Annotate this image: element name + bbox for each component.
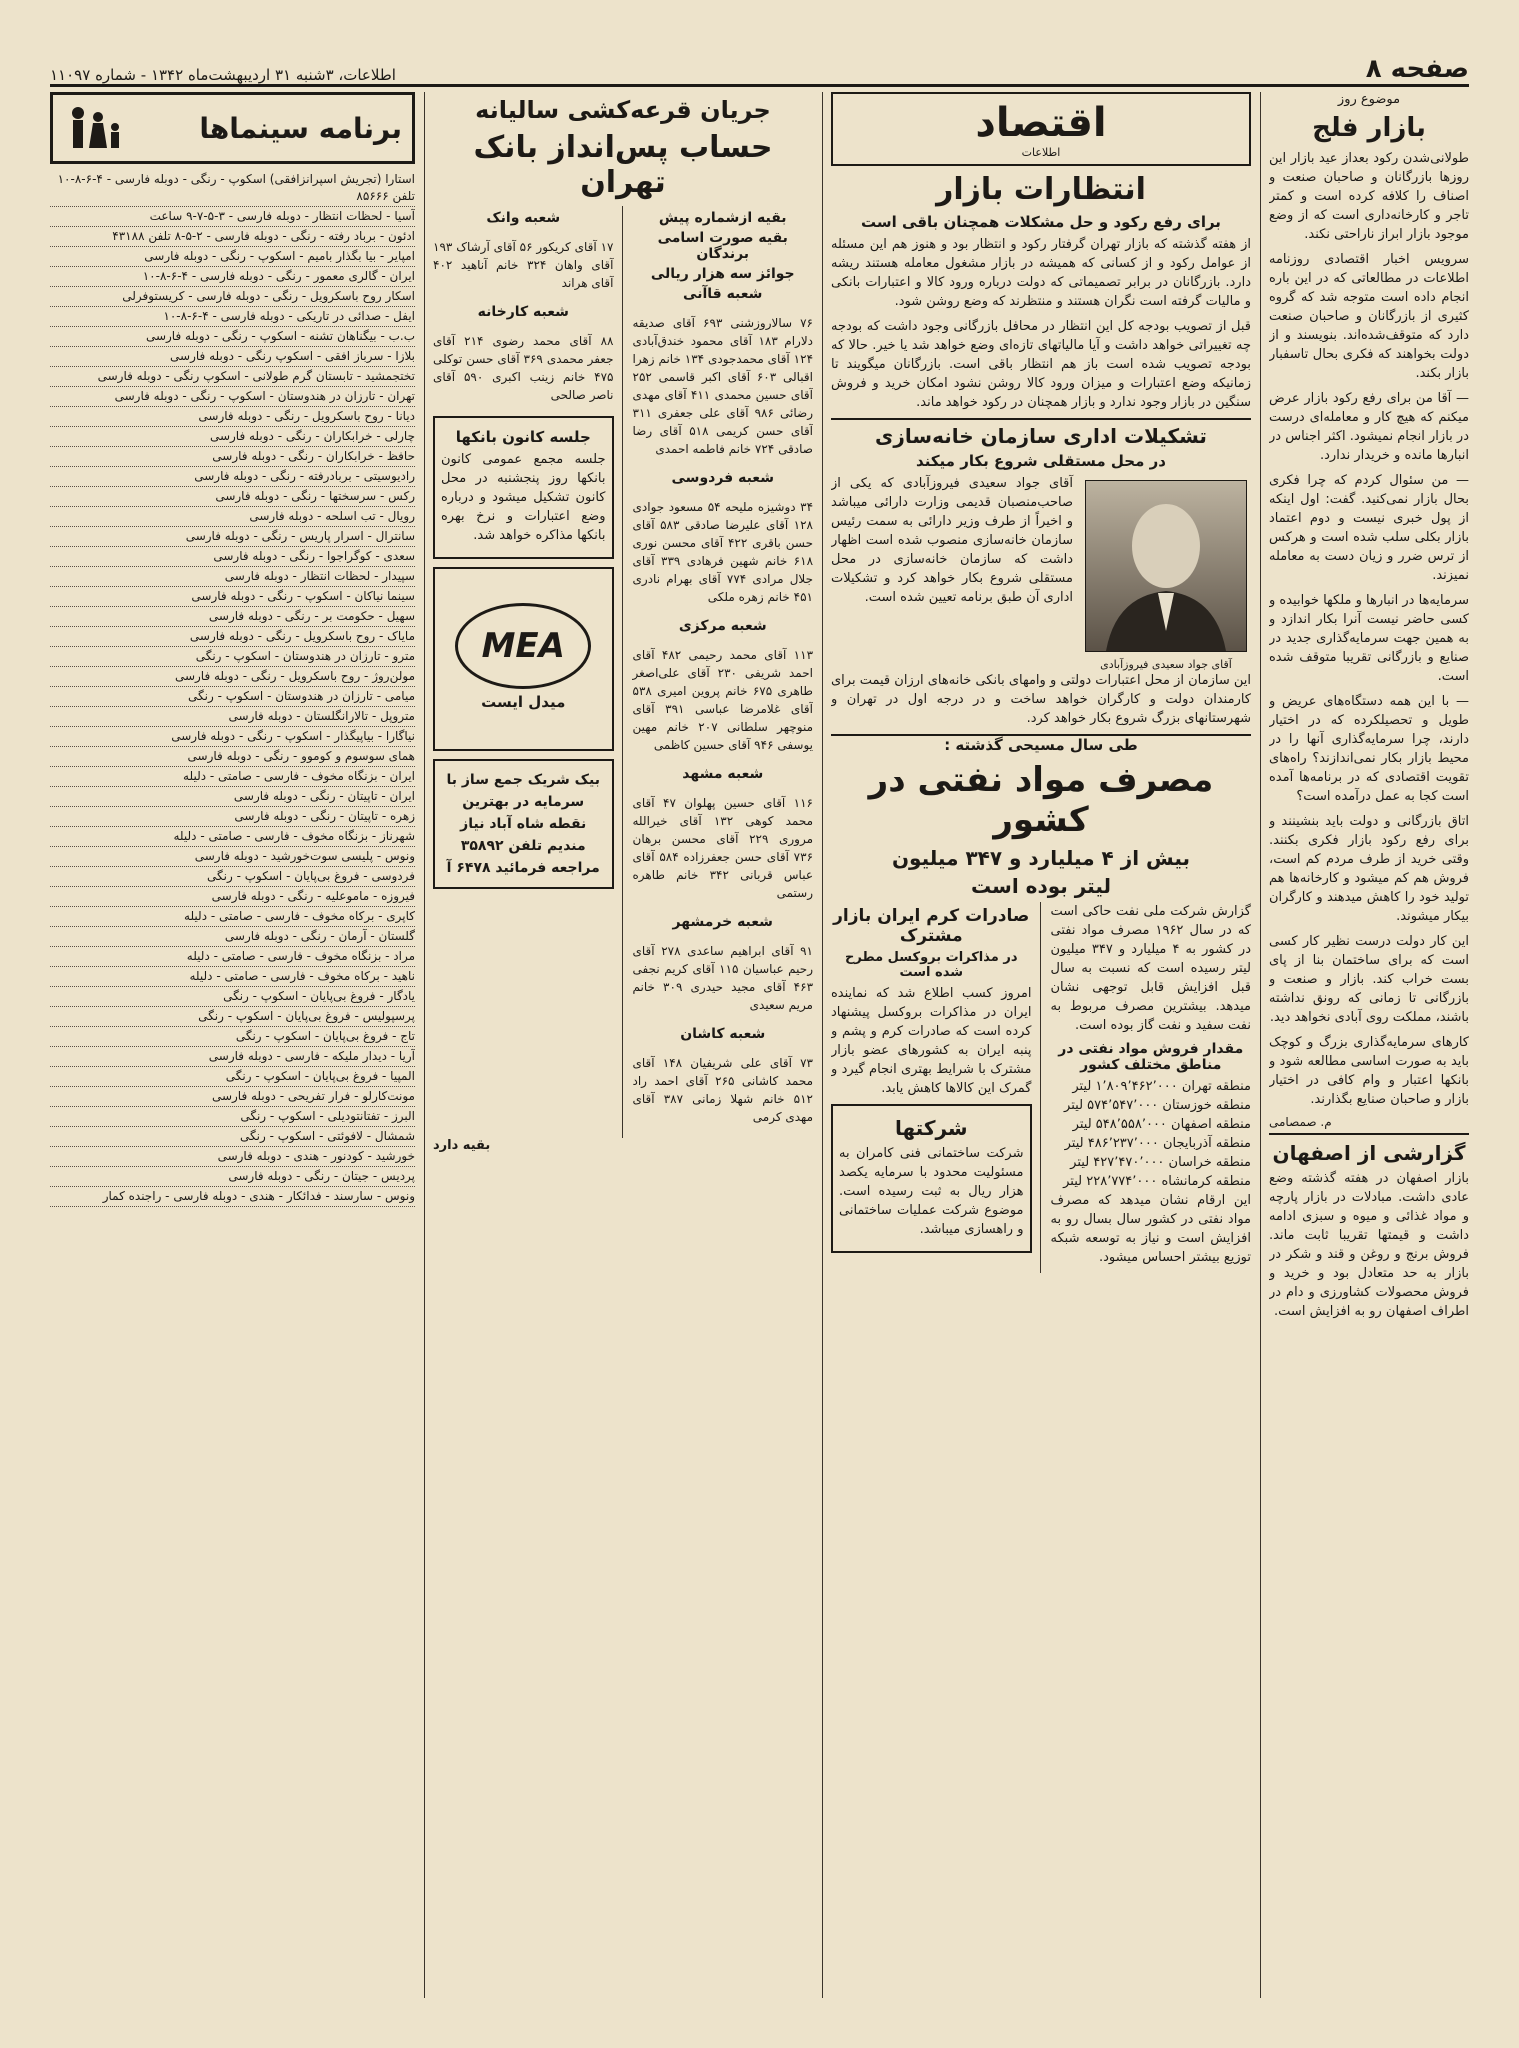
cinema-listing: متروپل - تالارانگلستان - دوبله فارسی: [50, 707, 415, 727]
cinema-listing: شمشال - لافوئتی - اسکوپ - رنگی: [50, 1127, 415, 1147]
editorial-title: بازار فلج: [1312, 113, 1426, 143]
branch-list: ۳۴ دوشیزه ملیحه ۵۴ مسعود جوادی ۱۲۸ آقای علیرضا صادقی ۵۸۳ آقای حسن باقری ۴۲۲ آقای محسن نوری ۶۱۸ خانم شهین فرهادی ۳۳۹ آقای جلال مرادی ۷۷۴ آقای بهرام نادری ۴۵۱ خانم زهره ملکی: [632, 500, 813, 604]
cinema-listing: ایران - گالری معمور - رنگی - دوبله فارسی - ۴-۶-۸-۱۰: [50, 267, 415, 287]
cinema-listing: ب.ب - بیگناهان تشنه - اسکوپ - رنگی - دوبله فارسی: [50, 327, 415, 347]
branch-list: ۱۱۳ آقای محمد رحیمی ۴۸۲ آقای احمد شریفی ۲۳۰ آقای علی‌اصغر طاهری ۶۷۵ خانم پروین امیری ۵۳۸ آقای غلامرضا عباسی ۳۹۱ آقای منوچهر سلطانی ۲۰۷ خانم مهین یوسفی ۹۴۶ آقای حسین کاظمی: [632, 648, 813, 752]
oil-table-row: منطقه خوزستان ۵۷۴٬۵۴۷٬۰۰۰ لیتر: [1064, 1098, 1251, 1113]
cinema-listing: آسیا - لحظات انتظار - دوبله فارسی - ۳-۵-۷-۹ ساعت: [50, 207, 415, 227]
cinema-listing: یادگار - فروغ بی‌پایان - اسکوپ - رنگی: [50, 987, 415, 1007]
branch-title: شعبه فردوسی: [671, 470, 774, 486]
branch-title: شعبه کارخانه: [477, 304, 569, 320]
cinema-listing: ادئون - برباد رفته - رنگی - دوبله فارسی - ۲-۵-۸ تلفن ۴۳۱۸۸: [50, 227, 415, 247]
economics-masthead-title: اقتصاد: [975, 99, 1107, 146]
housing-subheadline: در محل مستقلی شروع بکار میکند: [916, 452, 1166, 470]
branch-title: شعبه مرکزی: [678, 618, 767, 634]
cinema-listing: ایفل - صدائی در تاریکی - دوبله فارسی - ۴-۶-۸-۱۰: [50, 307, 415, 327]
cinema-list: [50, 170, 415, 1207]
editorial-paragraph: سرمایه‌ها در انبارها و ملکها خوابیده و کسی حاضر نیست آنرا بکار اندازد و به همین جهت سرمایه‌گذاری جدید در صنایع و بازرگانی تقریبا متوقف شده است.: [1269, 593, 1469, 684]
family-figures-icon: [63, 103, 123, 153]
cinema-listing: ایران - بزنگاه مخوف - فارسی - صامتی - دلیله: [50, 767, 415, 787]
editorial-paragraph: — با این همه دستگاه‌های عریض و طویل و تحصیلکرده که در اختیار دارند، چرا سرمایه‌گذاری آنها را در محیط بازار بکار نمی‌اندازند؟ راه‌های تقویت اقتصادی که در برنامه‌ها آمده است کجا به عمل درآمده است؟: [1269, 694, 1469, 804]
branch-title: شعبه وانک: [486, 210, 561, 226]
airline-logo: MEA: [455, 603, 591, 689]
cinema-listing: پرسپولیس - فروغ بی‌پایان - اسکوپ - رنگی: [50, 1007, 415, 1027]
cinema-listing: مایاک - روح باسکرویل - رنگی - دوبله فارسی: [50, 627, 415, 647]
oil-text: گزارش شرکت ملی نفت حاکی است که در سال ۱۹۶۲ مصرف مواد نفتی در کشور به ۴ میلیارد و ۳۴۷ میلیون لیتر رسیده است که نسبت به سال قبل افزایش قابل توجهی نشان میدهد. بیشترین مصرف مربوط به نفت سفید و نفت گاز بوده است.: [1050, 904, 1251, 1033]
meeting-text: جلسه مجمع عمومی کانون بانکها روز پنجشنبه در محل کانون تشکیل میشود و درباره وضع اعتبارات و نرخ بهره بانکها مذاکره خواهد شد.: [441, 452, 606, 543]
branch-title: شعبه مشهد: [682, 766, 764, 782]
cinema-listing: رویال - تب اسلحه - دوبله فارسی: [50, 507, 415, 527]
column-editorial: [1269, 92, 1469, 1998]
editorial-paragraph: — من سئوال کردم که چرا فکری بحال بازار نمی‌کنید. گفت: اول اینکه از پول خبری نیست و دوم اعتماد بازار بکلی سلب شده است و هرکس از ترس ضرر و زیان دست به معامله نمیزند.: [1269, 473, 1469, 583]
isfahan-report-text: بازار اصفهان در هفته گذشته وضع عادی داشت. مبادلات در بازار پارچه و مواد غذائی و میوه و سبزی ادامه داشت و قیمتها تقریبا ثابت ماند. فروش برنج و روغن و قند و شکر در بازار به حد متعادل بود و خرید و فروش محصولات کشاورزی و دام در اطراف اصفهان رو به افزایش است.: [1269, 1171, 1469, 1319]
meeting-box: [433, 416, 614, 559]
topic-label: موضوع روز: [1337, 92, 1401, 107]
cinema-listing: ونوس - سارسند - فدائکار - هندی - دوبله فارسی - راجنده کمار: [50, 1187, 415, 1207]
cinema-listing: فیروزه - ماموعلیه - رنگی - دوبله فارسی: [50, 887, 415, 907]
continued-note: بقیه دارد: [433, 1138, 491, 1153]
cinema-header: [50, 92, 415, 164]
cinema-listing: حافظ - خرابکاران - رنگی - دوبله فارسی: [50, 447, 415, 467]
cinema-listing: دیانا - روح باسکرویل - رنگی - دوبله فارسی: [50, 407, 415, 427]
portrait-caption: آقای جواد سعیدی فیروزآبادی: [1100, 658, 1232, 671]
portrait-figure-icon: [1086, 481, 1246, 651]
housing-text: آقای جواد سعیدی فیروزآبادی که یکی از صاحب‌منصبان قدیمی وزارت دارائی میباشد و اخیراً از طرف وزیر دارائی به سمت رئیس سازمان خانه‌سازی منصوب شده است اظهار داشت که سازمان خانه‌سازی در محل مستقلی شروع بکار خواهد کرد و تشکیلات اداری آن طبق برنامه تعیین شده است.: [831, 476, 1073, 605]
cinema-listing: سانترال - اسرار پاریس - رنگی - دوبله فارسی: [50, 527, 415, 547]
cinema-listing: ایران - تاپیتان - رنگی - دوبله فارسی: [50, 787, 415, 807]
economics-masthead: [831, 92, 1251, 166]
cinema-listing: رکس - سرسختها - رنگی - دوبله فارسی: [50, 487, 415, 507]
column-rule: [822, 92, 823, 1998]
market-headline: انتظارات بازار: [936, 172, 1146, 207]
cinema-listing: امپایر - بیا بگذار بامیم - اسکوپ - رنگی - دوبله فارسی: [50, 247, 415, 267]
airline-logo-sub: میدل ایست: [481, 693, 566, 711]
market-lead: از هفته گذشته که بازار تهران گرفتار رکود و انتظار بود و هنوز هم این مسئله از عوامل رکود و از کسانی که همیشه در بازار مشغول معامله هستند ریشه دارد. بازرگانان در برابر تصمیماتی که دولت درباره ورود کالا و اعتبارات بانکی و مالیات گرفته است نگران هستند و منتظرند که وضع روشن شود.: [831, 237, 1251, 309]
lottery-headline: حساب پس‌انداز بانک تهران: [473, 130, 773, 200]
oil-subheadline-1: بیش از ۴ میلیارد و ۳۴۷ میلیون: [891, 846, 1191, 870]
cinema-title: برنامه سینماها: [199, 111, 402, 145]
cinema-listing: چارلی - خرابکاران - رنگی - دوبله فارسی: [50, 427, 415, 447]
oil-table-row: منطقه خراسان ۴۲۷٬۴۷۰٬۰۰۰ لیتر: [1070, 1155, 1251, 1170]
oil-text-2: این ارقام نشان میدهد که مصرف مواد نفتی در کشور سال بسال رو به افزایش است و نیاز به توسعه شبکه توزیع بیشتر احساس میشود.: [1050, 1193, 1251, 1265]
cinema-listing: شهرناز - بزنگاه مخوف - فارسی - صامتی - دلیله: [50, 827, 415, 847]
export-headline: صادرات کرم ایران بازار مشترک: [833, 906, 1030, 946]
lottery-sub2: بقیه صورت اسامی برندگان: [657, 230, 788, 262]
classified-ad: بیک شریک جمع ساز با سرمایه در بهترین نقطه شاه آباد نیاز مندیم تلفن ۳۵۸۹۲ مراجعه فرمائید ۶۴۷۸ آ: [433, 759, 614, 889]
cinema-listing: سپیدار - لحظات انتظار - دوبله فارسی: [50, 567, 415, 587]
oil-headline: مصرف مواد نفتی در کشور: [868, 760, 1214, 840]
cinema-listing: مونت‌کارلو - فرار تفریحی - دوبله فارسی: [50, 1087, 415, 1107]
oil-kicker: طی سال مسیحی گذشته :: [944, 736, 1138, 754]
market-body: قبل از تصویب بودجه کل این انتظار در محافل بازرگانی وجود داشت که بودجه چه تغییراتی خواهد داشت و آیا مالیاتهای تازه‌ای وضع خواهد شد یا خیر. حالا که بودجه تصویب شده است باز هم انتظار باقی است. بازرگانان میگویند تا زمانیکه وضع اعتبارات و میزان ورود کالا روشن نشود امکان خرید و فروش سنگین در بازار وجود ندارد و بازار همچنان در رکود خواهد ماند.: [831, 319, 1251, 410]
editorial-paragraph: این کار دولت درست نظیر کار کسی است که برای ساختمان بنا از پای بست خراب کند. بازار و صنعت و بازرگانی تا زمانی که رونق نداشته باشند، مملکت روی آبادی نخواهد دید.: [1269, 934, 1469, 1025]
cinema-listing: سینما نیاکان - اسکوپ - رنگی - دوبله فارسی: [50, 587, 415, 607]
editorial-paragraph: کارهای سرمایه‌گذاری بزرگ و کوچک باید به صورت اساسی مطالعه شود و بانکها اعتبار و وام کافی در اختیار بازار و صاحبان صنایع بگذارند.: [1269, 1035, 1469, 1107]
lottery-sub3: جوائز سه هزار ریالی: [650, 266, 795, 282]
column-rule: [424, 92, 425, 1998]
cinema-listing: ناهید - برکاه مخوف - فارسی - صامتی - دلیله: [50, 967, 415, 987]
cinema-listing: تاج - فروغ بی‌پایان - اسکوپ - رنگی: [50, 1027, 415, 1047]
cinema-listing: گلستان - آرمان - رنگی - دوبله فارسی: [50, 927, 415, 947]
cinema-listing: تهران - تارزان در هندوستان - اسکوپ - رنگی - دوبله فارسی: [50, 387, 415, 407]
market-subheadline: برای رفع رکود و حل مشکلات همچنان باقی است: [861, 213, 1221, 231]
cinema-listing: مترو - تارزان در هندوستان - اسکوپ - رنگی: [50, 647, 415, 667]
companies-box: [831, 1104, 1032, 1253]
cinema-listing: تختجمشید - تابستان گرم طولانی - اسکوپ رنگی - دوبله فارسی: [50, 367, 415, 387]
isfahan-report-title: گزارشی از اصفهان: [1269, 1133, 1469, 1165]
cinema-listing: استارا (تجریش اسپرانزافقی) اسکوپ - رنگی - دوبله فارسی - ۴-۶-۸-۱۰ تلفن ۸۵۶۶۶: [50, 170, 415, 207]
cinema-listing: مولن‌روژ - روح باسکرویل - رنگی - دوبله فارسی: [50, 667, 415, 687]
branch-list: ۱۷ آقای کریکور ۵۶ آقای آرشاک ۱۹۳ آقای واهان ۳۲۴ خانم آناهید ۴۰۲ آقای هراند: [433, 240, 614, 290]
cinema-listing: بلازا - سرباز افقی - اسکوپ رنگی - دوبله فارسی: [50, 347, 415, 367]
branch-title: شعبه خرمشهر: [672, 914, 773, 930]
page-header: [50, 50, 1469, 87]
cinema-listing: همای سوسوم و کوموو - رنگی - دوبله فارسی: [50, 747, 415, 767]
editorial-paragraph: سرویس اخبار اقتصادی روزنامه اطلاعات در مطالعاتی که در این باره انجام داده است متوجه شد که گروه کثیری از بازرگانان و صاحبان صنعت دارد که متوقف‌شده‌اند. بنویسند و از دولت بخواهند که فکری بحال تاسفبار بازار بکند.: [1269, 252, 1469, 381]
cinema-listing: البرز - تفتانتودیلی - اسکوپ - رنگی: [50, 1107, 415, 1127]
column-cinema: [50, 92, 415, 1998]
branch-title: شعبه قاآنی: [683, 286, 763, 302]
branch-list: ۷۶ سالاروزشنی ۶۹۳ آقای صدیقه دلارام ۱۸۳ آقای محمود خندق‌آبادی ۱۲۴ آقای محمدجودی ۱۳۴ خانم زهرا اقبالی ۶۰۳ آقای اکبر قاسمی ۲۵۲ آقای حسین محمدی ۴۱۱ آقای مهدی رضائی ۹۸۶ آقای علی جعفری ۳۱۱ آقای حسن کریمی ۵۱۸ آقای رضا صادقی ۷۲۴ خانم فاطمه احمدی: [632, 316, 813, 456]
housing-headline: تشکیلات اداری سازمان خانه‌سازی: [875, 424, 1207, 448]
companies-text: شرکت ساختمانی فنی کامران به مسئولیت محدود با سرمایه یکصد هزار ریال به ثبت رسیده است. موضوع شرکت عملیات ساختمانی و راهسازی میباشد.: [839, 1146, 1024, 1237]
airline-ad: [433, 567, 614, 751]
oil-table-title: مقدار فروش مواد نفتی در مناطق مختلف کشور: [1058, 1041, 1244, 1073]
cinema-listing: رادیوسیتی - بربادرفته - رنگی - دوبله فارسی: [50, 467, 415, 487]
cinema-listing: المپیا - فروغ بی‌پایان - اسکوپ - رنگی: [50, 1067, 415, 1087]
cinema-listing: سهیل - حکومت بر - رنگی - دوبله فارسی: [50, 607, 415, 627]
column-economics: [831, 92, 1251, 1998]
companies-title: شرکتها: [894, 1116, 968, 1140]
housing-text-2: این سازمان از محل اعتبارات دولتی و وامهای بانکی خانه‌های ارزان قیمت برای کارمندان دولت و کارگران خواهد ساخت و در درجه اول در تهران و شهرستانهای بزرگ شروع بکار خواهد کرد.: [831, 673, 1251, 726]
cinema-listing: خورشید - کودنور - هندی - دوبله فارسی: [50, 1147, 415, 1167]
cinema-listing: کاپری - برکاه مخوف - فارسی - صامتی - دلیله: [50, 907, 415, 927]
oil-table-row: منطقه تهران ۱٬۸۰۹٬۴۶۲٬۰۰۰ لیتر: [1072, 1079, 1251, 1094]
masthead-line: اطلاعات، ۳شنبه ۳۱ اردیبهشت‌ماه ۱۳۴۲ - شماره ۱۱۰۹۷: [50, 66, 396, 84]
column-lottery: [433, 92, 813, 1998]
cinema-listing: نیاگارا - بیاپیگذار - اسکوپ - رنگی - دوبله فارسی: [50, 727, 415, 747]
oil-table-row: منطقه کرمانشاه ۲۲۸٬۷۷۴٬۰۰۰ لیتر: [1063, 1174, 1251, 1189]
portrait-photo: [1085, 480, 1247, 652]
export-text: امروز کسب اطلاع شد که نماینده ایران در مذاکرات بروکسل پیشنهاد کرده است که صادرات کرم و پشم و پنبه ایران به کشورهای عضو بازار مشترک با شرایط بهتری انجام گیرد و گمرک این کالاها کاهش یابد.: [831, 986, 1032, 1096]
meeting-title: جلسه کانون بانکها: [455, 428, 591, 446]
cinema-listing: آریا - دیدار ملیکه - فارسی - دوبله فارسی: [50, 1047, 415, 1067]
oil-table-row: منطقه آذربایجان ۴۸۶٬۲۳۷٬۰۰۰ لیتر: [1064, 1136, 1251, 1151]
cinema-listing: اسکار روح باسکرویل - رنگی - دوبله فارسی - کریستوفرلی: [50, 287, 415, 307]
oil-table-row: منطقه اصفهان ۵۴۸٬۵۵۸٬۰۰۰ لیتر: [1072, 1117, 1251, 1132]
branch-list: ۷۳ آقای علی شریفیان ۱۴۸ آقای محمد کاشانی ۲۶۵ آقای احمد راد ۵۱۲ خانم شهلا زمانی ۳۸۷ آقای مهدی کرمی: [632, 1056, 813, 1124]
cinema-listing: ونوس - پلیسی سوت‌خورشید - دوبله فارسی: [50, 847, 415, 867]
branch-title: شعبه کاشان: [680, 1026, 766, 1042]
cinema-listing: پردیس - جیتان - رنگی - دوبله فارسی: [50, 1167, 415, 1187]
editorial-paragraph: اتاق بازرگانی و دولت باید بنشینند و برای رفع رکود بازار فکری بکنند. وقتی خرید از طرف مردم کم است، فروش هم کم میشود و کارخانه‌ها هم تولید خود را کاهش میدهند و کارگران بیکار میشوند.: [1269, 814, 1469, 924]
economics-masthead-sub: اطلاعات: [1021, 145, 1061, 159]
editorial-paragraph: طولانی‌شدن رکود بعداز عید بازار این روزها بازرگانان و صاحبان صنعت و اصناف را کلافه کرده است و کمتر تاجر و کارخانه‌داری است که از وضع موجود بازار ابراز ناراحتی نکند.: [1269, 151, 1469, 242]
branch-list: ۱۱۶ آقای حسین پهلوان ۴۷ آقای محمد کوهی ۱۳۲ آقای خیرالله مروری ۲۲۹ آقای محسن برهان ۷۳۶ آقای حسن جعفرزاده ۵۸۴ آقای عباس قربانی ۳۴۲ خانم طاهره رستمی: [632, 796, 813, 900]
branch-list: ۹۱ آقای ابراهیم ساعدی ۲۷۸ آقای رحیم عباسیان ۱۱۵ آقای کریم نجفی ۴۶۳ آقای مجید حیدری ۳۰۹ خانم مریم سعیدی: [632, 944, 813, 1012]
cinema-listing: سعدی - کوگراجوا - رنگی - دوبله فارسی: [50, 547, 415, 567]
branch-list: ۸۸ آقای محمد رضوی ۲۱۴ آقای جعفر محمدی ۳۶۹ آقای حسن توکلی ۴۷۵ خانم زینب اکبری ۵۹۰ آقای ناصر صالحی: [433, 334, 614, 402]
lottery-kicker: جریان قرعه‌کشی سالیانه: [475, 96, 771, 124]
cinema-listing: میامی - تارزان در هندوستان - اسکوپ - رنگی: [50, 687, 415, 707]
lottery-sub1: بقیه ازشماره پیش: [658, 210, 787, 226]
export-subheadline: در مذاکرات بروکسل مطرح شده است: [844, 950, 1018, 980]
cinema-listing: فردوسی - فروغ بی‌پایان - اسکوپ - رنگی: [50, 867, 415, 887]
editorial-signature: م. صمصامی: [1269, 1115, 1332, 1129]
page-number: صفحه ۸: [1365, 54, 1469, 84]
column-rule: [1260, 92, 1261, 1998]
oil-subheadline-2: لیتر بوده است: [970, 874, 1112, 898]
cinema-listing: زهره - تاپیتان - رنگی - دوبله فارسی: [50, 807, 415, 827]
cinema-listing: مراد - بزنگاه مخوف - فارسی - صامتی - دلیله: [50, 947, 415, 967]
editorial-paragraph: — آقا من برای رفع رکود بازار عرض میکنم که هیچ کار و معامله‌ای درست در بازار انجام نمیشود. اکثر اجناس در انبارها مانده و خریدار ندارد.: [1269, 391, 1469, 463]
